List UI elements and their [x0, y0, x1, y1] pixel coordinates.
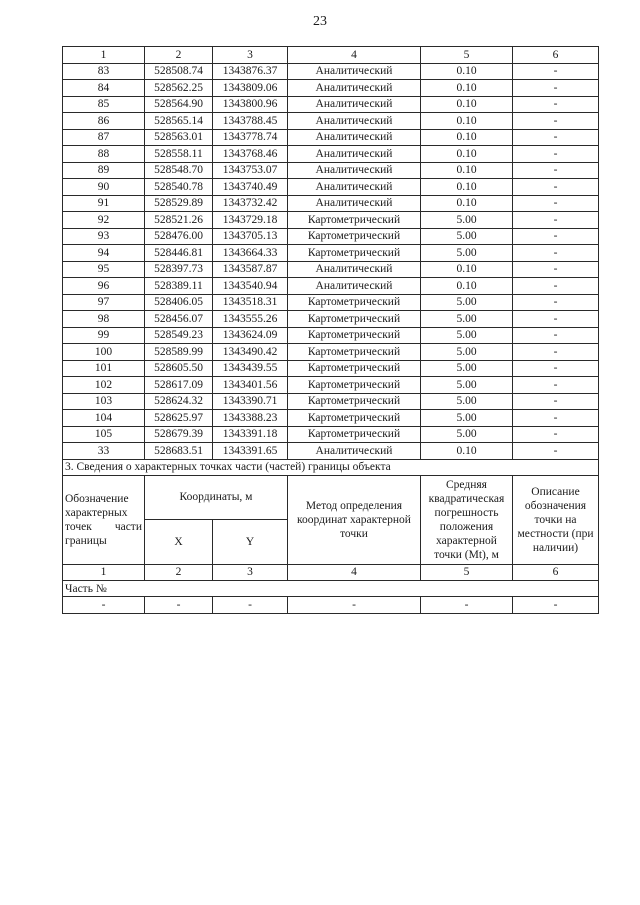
- point-number-cell: 105: [63, 426, 145, 443]
- table-row: [63, 344, 599, 361]
- header-description: Описание обозначения точки на местности (при наличии): [513, 475, 599, 564]
- method-cell: Картометрический: [288, 294, 421, 311]
- table-row: [63, 360, 599, 377]
- coord-y-cell: 1343809.06: [213, 80, 288, 97]
- col-number-cell: 2: [145, 47, 213, 64]
- part-number-row: [63, 581, 599, 597]
- point-number-cell: 83: [63, 63, 145, 80]
- table-row: [63, 162, 599, 179]
- col-number-cell: 3: [213, 47, 288, 64]
- table-row: [63, 261, 599, 278]
- description-cell: -: [513, 393, 599, 410]
- coord-x-cell: 528548.70: [145, 162, 213, 179]
- description-cell: -: [513, 278, 599, 295]
- point-number-cell: 84: [63, 80, 145, 97]
- point-number-cell: 94: [63, 245, 145, 262]
- error-cell: 5.00: [421, 426, 513, 443]
- col-number-cell: 4: [288, 564, 421, 581]
- coord-y-cell: 1343391.18: [213, 426, 288, 443]
- point-number-cell: 96: [63, 278, 145, 295]
- error-cell: 0.10: [421, 261, 513, 278]
- point-number-cell: 87: [63, 129, 145, 146]
- point-number-cell: 92: [63, 212, 145, 229]
- col-number-cell: 5: [421, 47, 513, 64]
- col-number-cell: 6: [513, 47, 599, 64]
- description-cell: -: [513, 129, 599, 146]
- point-number-cell: 88: [63, 146, 145, 163]
- method-cell: Картометрический: [288, 245, 421, 262]
- coord-x-cell: 528476.00: [145, 228, 213, 245]
- table-row: [63, 228, 599, 245]
- error-cell: 0.10: [421, 179, 513, 196]
- coordinates-table: [62, 46, 599, 614]
- table-row: [63, 179, 599, 196]
- method-cell: Картометрический: [288, 393, 421, 410]
- point-number-cell: 90: [63, 179, 145, 196]
- method-cell: Картометрический: [288, 360, 421, 377]
- error-cell: 0.10: [421, 63, 513, 80]
- method-cell: Картометрический: [288, 228, 421, 245]
- coord-x-cell: 528529.89: [145, 195, 213, 212]
- empty-cell: -: [513, 597, 599, 614]
- error-cell: 0.10: [421, 113, 513, 130]
- col-number-cell: 5: [421, 564, 513, 581]
- coord-x-cell: 528679.39: [145, 426, 213, 443]
- section-3-title-row: [63, 459, 599, 475]
- description-cell: -: [513, 261, 599, 278]
- coord-x-cell: 528605.50: [145, 360, 213, 377]
- coord-y-cell: 1343732.42: [213, 195, 288, 212]
- coord-x-cell: 528617.09: [145, 377, 213, 394]
- coord-y-cell: 1343401.56: [213, 377, 288, 394]
- error-cell: 5.00: [421, 344, 513, 361]
- coord-x-cell: 528624.32: [145, 393, 213, 410]
- table-row: [63, 327, 599, 344]
- description-cell: -: [513, 360, 599, 377]
- table-row: [63, 129, 599, 146]
- method-cell: Аналитический: [288, 179, 421, 196]
- error-cell: 0.10: [421, 162, 513, 179]
- col-number-cell: 4: [288, 47, 421, 64]
- table-row: [63, 426, 599, 443]
- coord-x-cell: 528456.07: [145, 311, 213, 328]
- description-cell: -: [513, 311, 599, 328]
- table-row: [63, 377, 599, 394]
- description-cell: -: [513, 327, 599, 344]
- coord-y-cell: 1343800.96: [213, 96, 288, 113]
- description-cell: -: [513, 294, 599, 311]
- coord-y-cell: 1343768.46: [213, 146, 288, 163]
- empty-cell: -: [213, 597, 288, 614]
- error-cell: 5.00: [421, 294, 513, 311]
- coord-y-cell: 1343587.87: [213, 261, 288, 278]
- error-cell: 5.00: [421, 245, 513, 262]
- error-cell: 0.10: [421, 146, 513, 163]
- header-error: Средняя квадратическая погрешность положения характерной точки (Mt), м: [421, 475, 513, 564]
- col-number-cell: 1: [63, 47, 145, 64]
- point-number-cell: 103: [63, 393, 145, 410]
- coord-x-cell: 528564.90: [145, 96, 213, 113]
- table-row: [63, 212, 599, 229]
- point-number-cell: 100: [63, 344, 145, 361]
- error-cell: 0.10: [421, 278, 513, 295]
- description-cell: -: [513, 195, 599, 212]
- error-cell: 5.00: [421, 360, 513, 377]
- table-row: [63, 294, 599, 311]
- method-cell: Картометрический: [288, 344, 421, 361]
- col-number-cell: 2: [145, 564, 213, 581]
- coord-x-cell: 528562.25: [145, 80, 213, 97]
- coord-x-cell: 528508.74: [145, 63, 213, 80]
- coord-y-cell: 1343390.71: [213, 393, 288, 410]
- page-number: 23: [313, 14, 327, 29]
- description-cell: -: [513, 344, 599, 361]
- method-cell: Картометрический: [288, 327, 421, 344]
- coord-y-cell: 1343490.42: [213, 344, 288, 361]
- error-cell: 0.10: [421, 195, 513, 212]
- empty-cell: -: [288, 597, 421, 614]
- coord-x-cell: 528589.99: [145, 344, 213, 361]
- error-cell: 0.10: [421, 129, 513, 146]
- coord-x-cell: 528549.23: [145, 327, 213, 344]
- method-cell: Аналитический: [288, 443, 421, 460]
- empty-cell: -: [63, 597, 145, 614]
- coord-x-cell: 528446.81: [145, 245, 213, 262]
- coord-x-cell: 528406.05: [145, 294, 213, 311]
- coord-y-cell: 1343753.07: [213, 162, 288, 179]
- coord-x-cell: 528540.78: [145, 179, 213, 196]
- table-row: [63, 113, 599, 130]
- table-row: [63, 410, 599, 427]
- description-cell: -: [513, 228, 599, 245]
- coord-y-cell: 1343540.94: [213, 278, 288, 295]
- error-cell: 5.00: [421, 327, 513, 344]
- table-row: [63, 63, 599, 80]
- coord-x-cell: 528563.01: [145, 129, 213, 146]
- description-cell: -: [513, 63, 599, 80]
- description-cell: -: [513, 410, 599, 427]
- point-number-cell: 99: [63, 327, 145, 344]
- error-cell: 5.00: [421, 377, 513, 394]
- description-cell: -: [513, 377, 599, 394]
- coord-x-cell: 528683.51: [145, 443, 213, 460]
- point-number-cell: 89: [63, 162, 145, 179]
- method-cell: Аналитический: [288, 195, 421, 212]
- description-cell: -: [513, 146, 599, 163]
- part-label: Часть №: [63, 581, 599, 597]
- table-row: [63, 393, 599, 410]
- coord-y-cell: 1343740.49: [213, 179, 288, 196]
- coord-y-cell: 1343388.23: [213, 410, 288, 427]
- coord-y-cell: 1343778.74: [213, 129, 288, 146]
- description-cell: -: [513, 245, 599, 262]
- description-cell: -: [513, 96, 599, 113]
- method-cell: Аналитический: [288, 261, 421, 278]
- point-number-cell: 101: [63, 360, 145, 377]
- coord-y-cell: 1343624.09: [213, 327, 288, 344]
- description-cell: -: [513, 212, 599, 229]
- method-cell: Аналитический: [288, 113, 421, 130]
- coord-y-cell: 1343788.45: [213, 113, 288, 130]
- method-cell: Картометрический: [288, 377, 421, 394]
- col-number-cell: 3: [213, 564, 288, 581]
- method-cell: Картометрический: [288, 311, 421, 328]
- point-number-cell: 85: [63, 96, 145, 113]
- empty-cell: -: [421, 597, 513, 614]
- method-cell: Картометрический: [288, 212, 421, 229]
- coord-y-cell: 1343555.26: [213, 311, 288, 328]
- coord-x-cell: 528565.14: [145, 113, 213, 130]
- description-cell: -: [513, 443, 599, 460]
- section-3-header-row: [63, 475, 599, 520]
- coord-x-cell: 528389.11: [145, 278, 213, 295]
- coord-y-cell: 1343439.55: [213, 360, 288, 377]
- point-number-cell: 102: [63, 377, 145, 394]
- error-cell: 5.00: [421, 228, 513, 245]
- coord-y-cell: 1343729.18: [213, 212, 288, 229]
- error-cell: 0.10: [421, 96, 513, 113]
- error-cell: 5.00: [421, 410, 513, 427]
- col-number-cell: 1: [63, 564, 145, 581]
- description-cell: -: [513, 179, 599, 196]
- coord-x-cell: 528397.73: [145, 261, 213, 278]
- method-cell: Аналитический: [288, 63, 421, 80]
- point-number-cell: 97: [63, 294, 145, 311]
- section-3-title: 3. Сведения о характерных точках части (частей) границы объекта: [63, 459, 599, 475]
- table-row: [63, 311, 599, 328]
- table-row: [63, 96, 599, 113]
- header-y: Y: [213, 520, 288, 565]
- point-number-cell: 93: [63, 228, 145, 245]
- column-number-row: [63, 47, 599, 64]
- table-row: [63, 80, 599, 97]
- method-cell: Аналитический: [288, 278, 421, 295]
- header-method: Метод определения координат характерной точки: [288, 475, 421, 564]
- coord-x-cell: 528521.26: [145, 212, 213, 229]
- description-cell: -: [513, 162, 599, 179]
- method-cell: Аналитический: [288, 96, 421, 113]
- table-row: [63, 278, 599, 295]
- section-3-column-number-row: [63, 564, 599, 581]
- point-number-cell: 104: [63, 410, 145, 427]
- method-cell: Аналитический: [288, 129, 421, 146]
- header-coordinates: Координаты, м: [145, 475, 288, 520]
- error-cell: 5.00: [421, 393, 513, 410]
- coord-y-cell: 1343705.13: [213, 228, 288, 245]
- table-row: [63, 245, 599, 262]
- point-number-cell: 95: [63, 261, 145, 278]
- coord-y-cell: 1343391.65: [213, 443, 288, 460]
- point-number-cell: 98: [63, 311, 145, 328]
- coord-y-cell: 1343876.37: [213, 63, 288, 80]
- empty-part-row: [63, 597, 599, 614]
- description-cell: -: [513, 113, 599, 130]
- error-cell: 0.10: [421, 443, 513, 460]
- method-cell: Картометрический: [288, 426, 421, 443]
- table-row: [63, 443, 599, 460]
- table-row: [63, 146, 599, 163]
- col-number-cell: 6: [513, 564, 599, 581]
- coord-x-cell: 528558.11: [145, 146, 213, 163]
- point-number-cell: 33: [63, 443, 145, 460]
- error-cell: 5.00: [421, 311, 513, 328]
- method-cell: Аналитический: [288, 80, 421, 97]
- point-number-cell: 86: [63, 113, 145, 130]
- method-cell: Аналитический: [288, 162, 421, 179]
- description-cell: -: [513, 80, 599, 97]
- empty-cell: -: [145, 597, 213, 614]
- method-cell: Картометрический: [288, 410, 421, 427]
- method-cell: Аналитический: [288, 146, 421, 163]
- coord-y-cell: 1343664.33: [213, 245, 288, 262]
- error-cell: 5.00: [421, 212, 513, 229]
- header-x: X: [145, 520, 213, 565]
- description-cell: -: [513, 426, 599, 443]
- header-designation: Обозначение характерных точек части границы: [63, 475, 145, 564]
- coord-x-cell: 528625.97: [145, 410, 213, 427]
- point-number-cell: 91: [63, 195, 145, 212]
- table-row: [63, 195, 599, 212]
- coord-y-cell: 1343518.31: [213, 294, 288, 311]
- error-cell: 0.10: [421, 80, 513, 97]
